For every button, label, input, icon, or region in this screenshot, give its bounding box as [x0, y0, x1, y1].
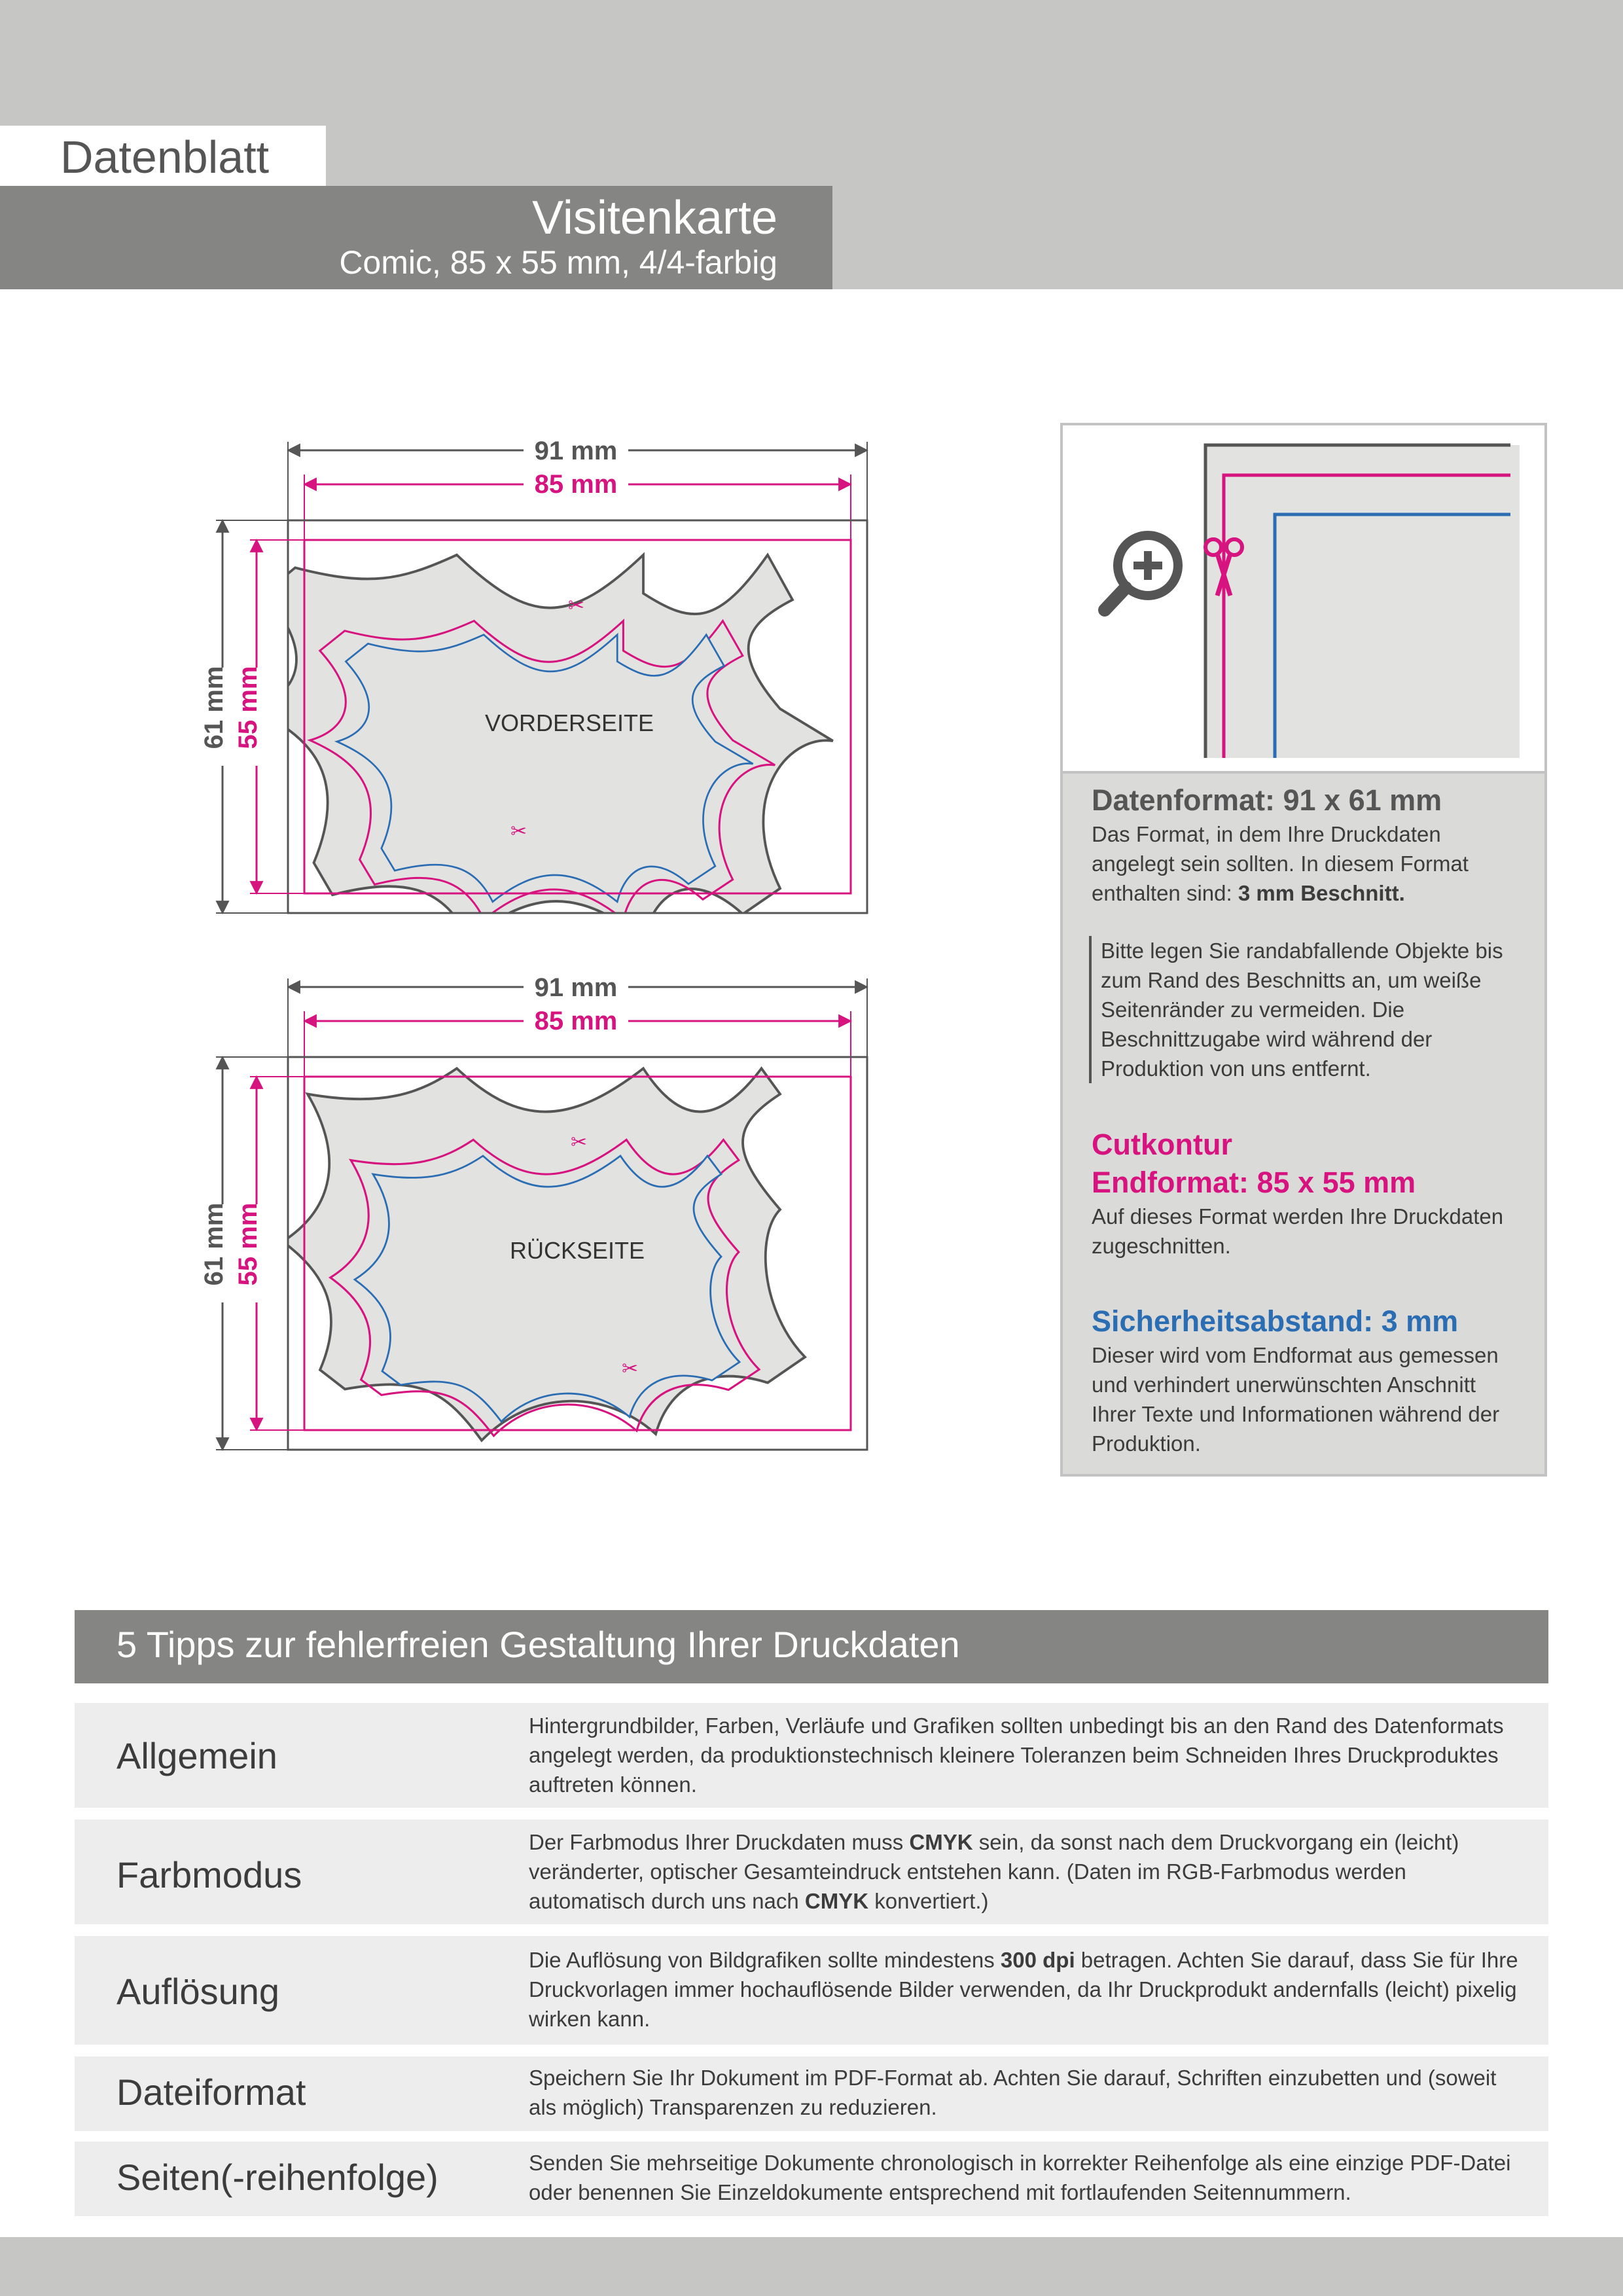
tip-text: Der Farbmodus Ihrer Druckdaten muss CMYK sein, da sonst nach dem Druckvorgang ein (leicht) veränderter, optischer Gesamteindruck entstehen kann. (Daten im RGB-Farbmodus werden automatisch durch uns nach CMYK konvertiert.) [529, 1830, 1459, 1913]
tip-label: Farbmodus [116, 1854, 302, 1895]
scissors-icon: ✂ [568, 595, 585, 617]
tip-row-allgemein [75, 1703, 1548, 1808]
tip-label: Seiten(-reihenfolge) [116, 2157, 438, 2198]
tip-text: Hintergrundbilder, Farben, Verläufe und Grafiken sollten unbedingt bis an den Rand des Datenformats angelegt werden, da produktionstechnisch kleinere Toleranzen beim Schneiden Ihres Druckproduktes auftreten können. [529, 1713, 1504, 1797]
height-outer-label: 61 mm [200, 1202, 228, 1286]
info-panel [1060, 423, 1547, 1477]
width-inner-label: 85 mm [534, 470, 618, 499]
height-inner-label: 55 mm [234, 666, 262, 749]
tip-text: Senden Sie mehrseitige Dokumente chronologisch in korrekter Reihenfolge als eine einzige PDF-Datei oder benennen Sie Einzeldokumente entsprechend mit fortlaufenden Seitennummern. [529, 2151, 1511, 2204]
back-side-label: RÜCKSEITE [509, 1237, 645, 1264]
title-bar [0, 186, 832, 289]
tip-text: Die Auflösung von Bildgrafiken sollte mindestens 300 dpi betragen. Achten Sie darauf, dass Sie für Ihre Druckvorlagen immer hochauflösende Bilder verwenden, da Ihr Druckprodukt andernfalls (leicht) pixelig wirken kann. [529, 1948, 1518, 2031]
cut-title: Cutkontur [1092, 1128, 1232, 1161]
footer-band [0, 2237, 1623, 2296]
width-inner-label: 85 mm [534, 1007, 618, 1035]
scissors-icon: ✂ [622, 1358, 639, 1380]
cut-text: Auf dieses Format werden Ihre Druckdaten zugeschnitten. [1092, 1204, 1504, 1258]
tip-label: Auflösung [116, 1971, 280, 2012]
zoom-detail-box [1063, 425, 1544, 774]
zoom-plus-icon [1105, 535, 1178, 610]
height-inner-label: 55 mm [234, 1202, 262, 1286]
tip-row-farbmodus [75, 1820, 1548, 1924]
safety-text: Dieser wird vom Endformat aus gemessen und verhindert unerwünschten Anschnitt Ihrer Texte und Informationen während der Produktion. [1092, 1343, 1500, 1456]
bleed-note: Bitte legen Sie randabfallende Objekte bis zum Rand des Beschnitts an, um weiße Seitenränder zu vermeiden. Die Beschnittzugabe wird während der Produktion von uns entfernt. [1089, 936, 1525, 1083]
brand-title: Datenblatt [60, 132, 270, 183]
tip-label: Dateiformat [116, 2072, 306, 2113]
tips-header [75, 1610, 1548, 1683]
width-outer-label: 91 mm [534, 437, 618, 465]
tip-text: Speichern Sie Ihr Dokument im PDF-Format ab. Achten Sie darauf, Schriften einzubetten und (soweit als möglich) Transparenzen zu reduzieren. [529, 2066, 1497, 2119]
back-side-diagram [196, 965, 883, 1456]
tip-row-dateiformat [75, 2056, 1548, 2131]
data-format-bold: 3 mm Beschnitt. [1238, 881, 1405, 905]
cut-format-title: Endformat: 85 x 55 mm [1092, 1166, 1416, 1199]
product-subtitle: Comic, 85 x 55 mm, 4/4-farbig [339, 244, 777, 281]
tip-row-aufloesung [75, 1936, 1548, 2045]
tip-row-seiten [75, 2142, 1548, 2216]
front-side-label: VORDERSEITE [484, 709, 654, 736]
brand-tab [0, 126, 326, 186]
tips-title: 5 Tipps zur fehlerfreien Gestaltung Ihrer Druckdaten [116, 1624, 960, 1665]
front-side-diagram [196, 429, 883, 920]
scissors-icon: ✂ [510, 821, 527, 842]
data-format-text: Das Format, in dem Ihre Druckdaten angelegt sein sollten. In diesem Format enthalten sind: [1092, 822, 1469, 905]
width-outer-label: 91 mm [534, 973, 618, 1002]
safety-title: Sicherheitsabstand: 3 mm [1092, 1304, 1459, 1338]
corner-detail-graphic [1063, 425, 1544, 768]
scissors-icon: ✂ [571, 1132, 588, 1153]
data-format-title: Datenformat: 91 x 61 mm [1092, 783, 1442, 817]
height-outer-label: 61 mm [200, 666, 228, 749]
tip-label: Allgemein [116, 1735, 277, 1776]
product-title: Visitenkarte [532, 192, 777, 244]
